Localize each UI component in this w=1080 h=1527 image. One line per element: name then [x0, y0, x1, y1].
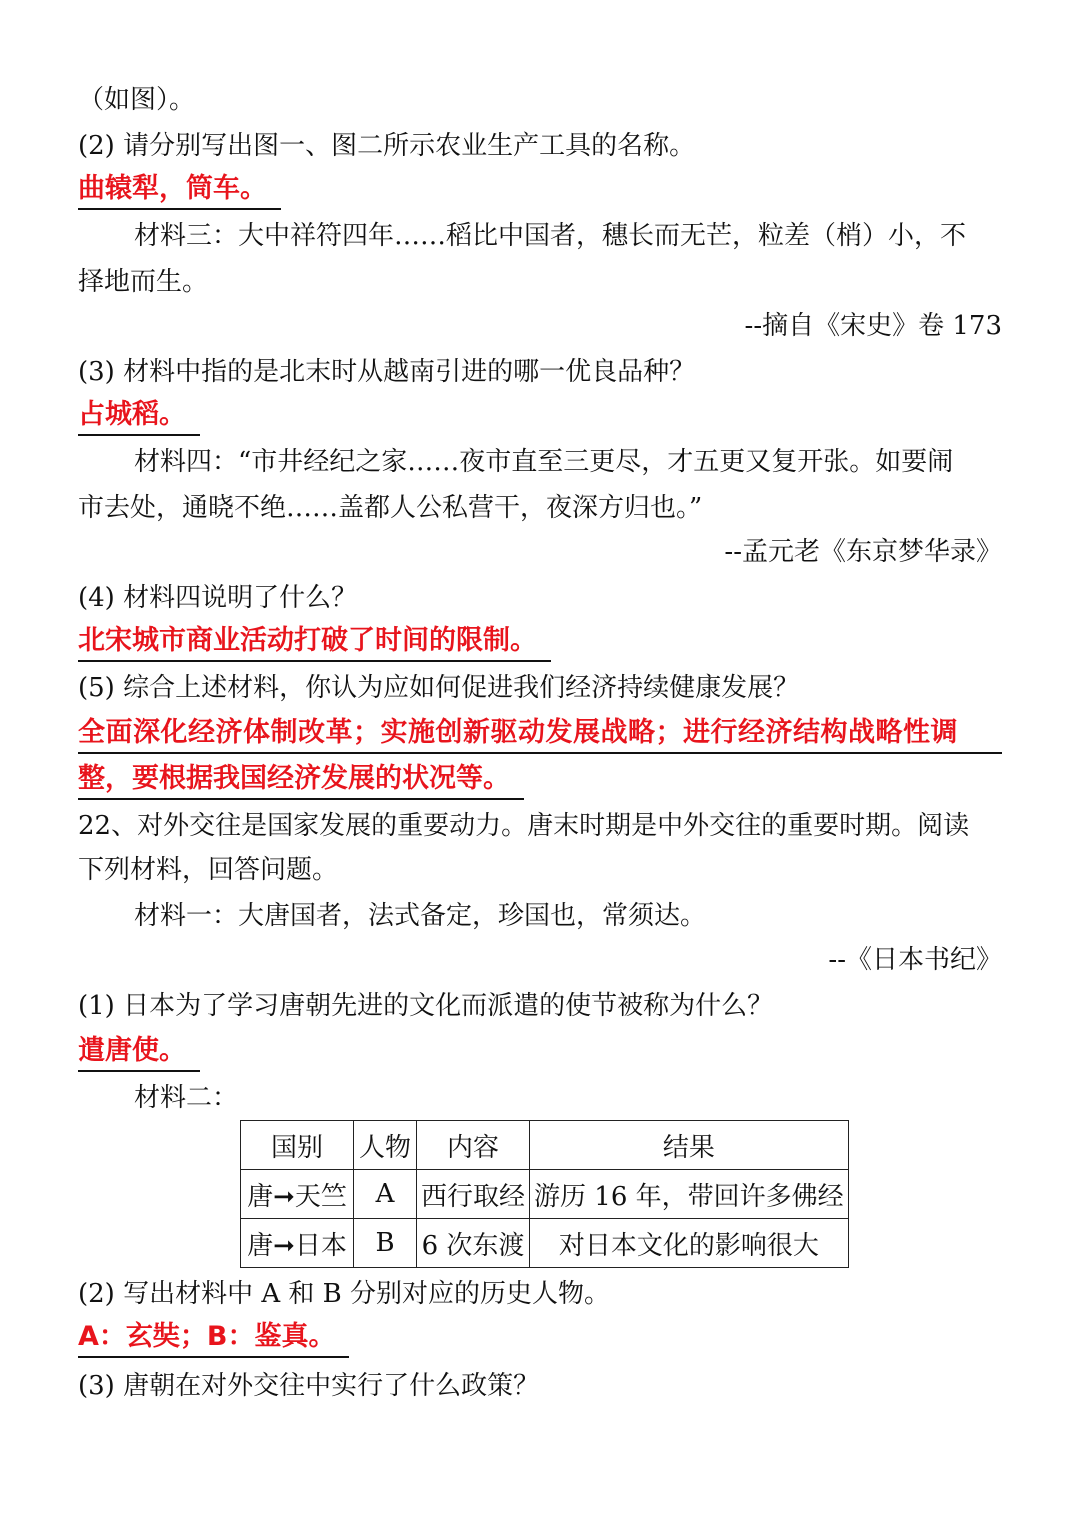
- question-2: (2) 请分别写出图一、图二所示农业生产工具的名称。: [78, 131, 696, 161]
- material-4: 材料四：“市井经纪之家……夜市直至三更尽，才五更又复开张。如要闹: [134, 447, 954, 477]
- table-row: [241, 1219, 849, 1268]
- question-1: (1) 日本为了学习唐朝先进的文化而派遣的使节被称为什么？: [78, 991, 774, 1021]
- header-result: 结果: [530, 1121, 849, 1170]
- arrow-icon: ➞: [273, 1230, 295, 1261]
- header-person: 人物: [354, 1121, 417, 1170]
- answer-1: 遣唐使。: [78, 1032, 200, 1072]
- cell-result: 对日本文化的影响很大: [530, 1219, 849, 1268]
- table-header-row: [241, 1121, 849, 1170]
- question-22: 22、对外交往是国家发展的重要动力。唐末时期是中外交往的重要时期。阅读: [78, 811, 970, 841]
- answer-5-line1: 全面深化经济体制改革；实施创新驱动发展战略；进行经济结构战略性调: [78, 714, 1002, 754]
- question-5: (5) 综合上述材料，你认为应如何促进我们经济持续健康发展？: [78, 673, 800, 703]
- material-3: 材料三：大中祥符四年……稻比中国者，穗长而无芒，粒差（梢）小，不: [134, 221, 967, 251]
- cell-content: 6 次东渡: [417, 1219, 530, 1268]
- cell-country: 唐➞日本: [241, 1219, 354, 1268]
- material-1: 材料一：大唐国者，法式备定，珍国也，常须达。: [134, 901, 707, 931]
- source-citation: --《日本书纪》: [828, 945, 1002, 975]
- cell-content: 西行取经: [417, 1170, 530, 1219]
- cell-country: 唐➞天竺: [241, 1170, 354, 1219]
- answer-4: 北宋城市商业活动打破了时间的限制。: [78, 622, 551, 662]
- header-country: 国别: [241, 1121, 354, 1170]
- question-3: (3) 材料中指的是北末时从越南引进的哪一优良品种？: [78, 357, 696, 387]
- question-2b: (2) 写出材料中 A 和 B 分别对应的历史人物。: [78, 1279, 611, 1309]
- answer-3: 占城稻。: [78, 396, 200, 436]
- material-2: 材料二：: [134, 1083, 239, 1113]
- material-4-cont: 市去处，通晓不绝……盖都人公私营干，夜深方归也。”: [78, 493, 703, 523]
- text-line: （如图）。: [78, 85, 196, 115]
- header-content: 内容: [417, 1121, 530, 1170]
- answer-5-line2: 整，要根据我国经济发展的状况等。: [78, 760, 524, 800]
- answer-2b: A：玄奘；B：鉴真。: [78, 1318, 349, 1358]
- cell-result: 游历 16 年，带回许多佛经: [530, 1170, 849, 1219]
- question-4: (4) 材料四说明了什么？: [78, 583, 358, 613]
- source-citation: --孟元老《东京梦华录》: [724, 537, 1002, 567]
- source-citation: --摘自《宋史》卷 173: [744, 311, 1002, 341]
- material-3-cont: 择地而生。: [78, 267, 209, 297]
- question-3b: (3) 唐朝在对外交往中实行了什么政策？: [78, 1371, 540, 1401]
- cell-person: B: [354, 1219, 417, 1268]
- exchange-table: [240, 1120, 849, 1268]
- table-row: [241, 1170, 849, 1219]
- question-22-cont: 下列材料，回答问题。: [78, 855, 339, 885]
- cell-person: A: [354, 1170, 417, 1219]
- arrow-icon: ➞: [273, 1181, 295, 1212]
- answer-2: 曲辕犁，筒车。: [78, 170, 281, 210]
